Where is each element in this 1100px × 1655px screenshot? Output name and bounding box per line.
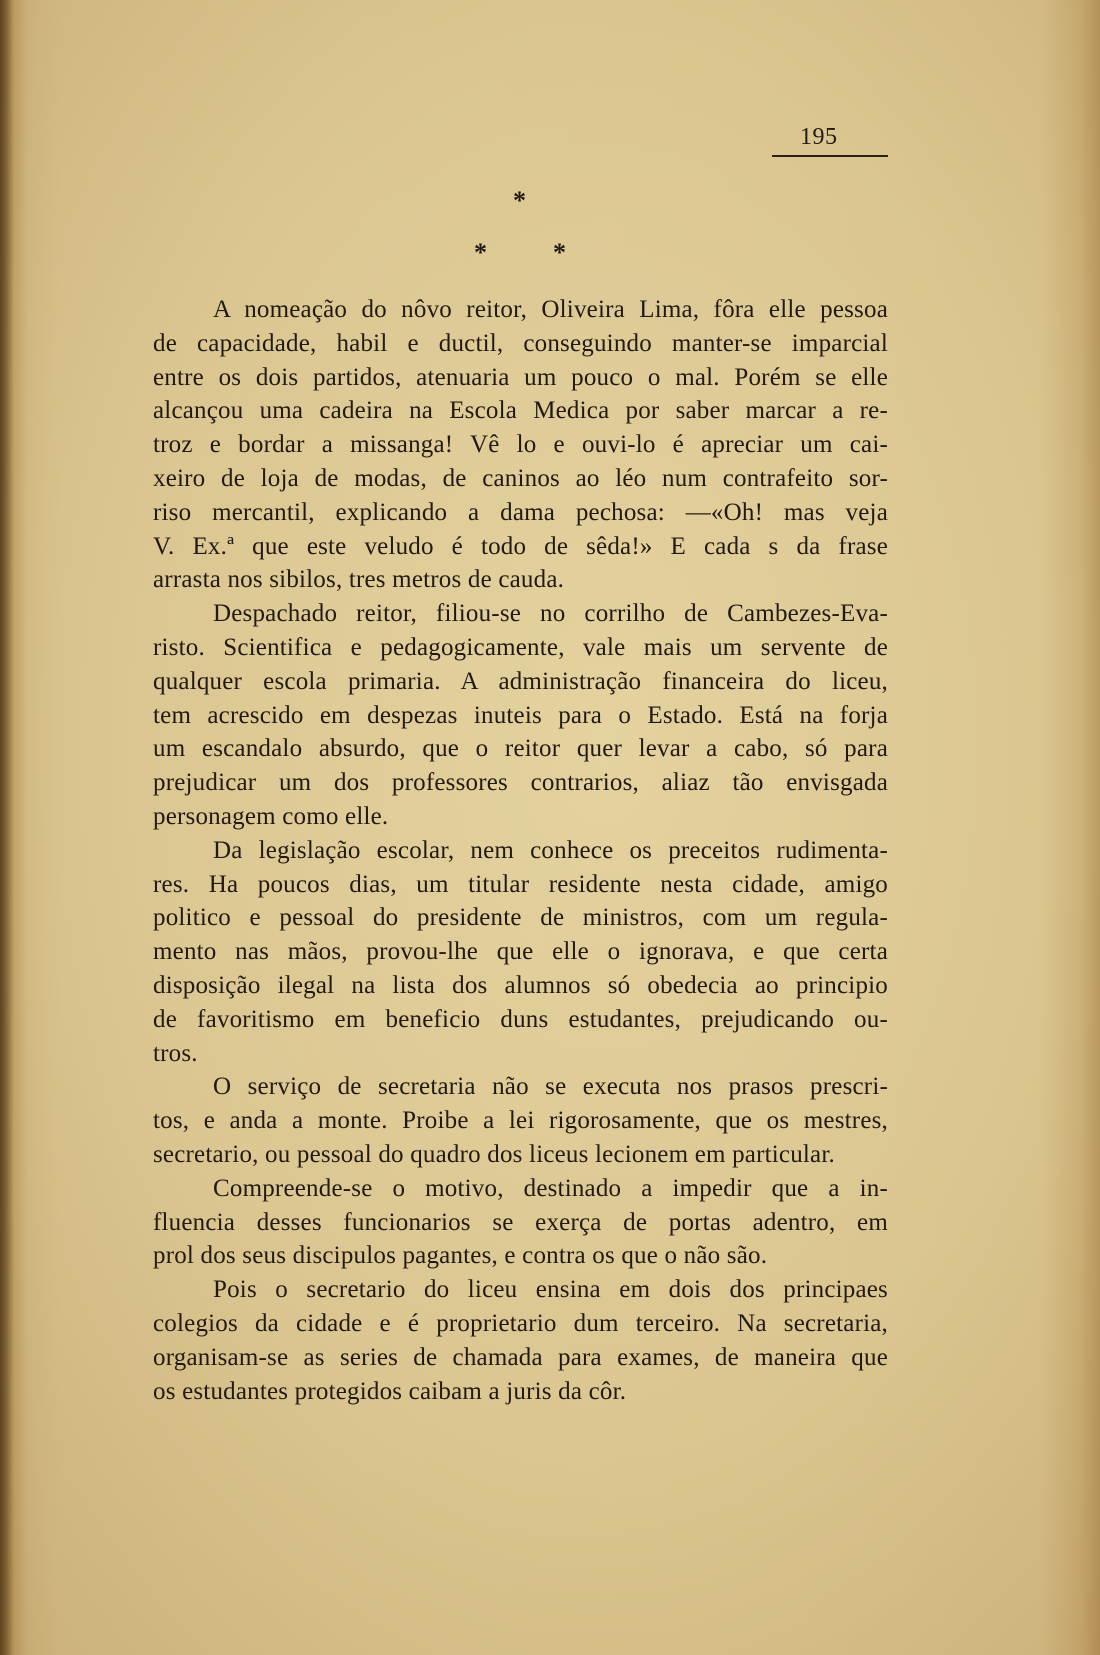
text-line: O serviço de secretaria não se executa nos prasos prescri- (213, 1073, 888, 1101)
page-number: 195 (800, 124, 838, 150)
text-line: tem acrescido em despezas inuteis para o Estado. Está na forja (153, 701, 888, 729)
text-line: Compreende-se o motivo, destinado a impedir que a in- (213, 1174, 888, 1202)
text-line: organisam-se as series de chamada para exames, de maneira que (153, 1343, 888, 1371)
text-line: entre os dois partidos, atenuaria um pouco o mal. Porém se elle (153, 363, 888, 391)
body-text (153, 293, 888, 1408)
paragraph (153, 1273, 888, 1408)
text-line: politico e pessoal do presidente de ministros, com um regula- (153, 904, 888, 932)
text-line: fluencia desses funcionarios se exerça de portas adentro, em (153, 1208, 888, 1236)
text-line: A nomeação do nôvo reitor, Oliveira Lima, fôra elle pessoa (213, 296, 888, 323)
asterism-star: * (513, 186, 526, 215)
text-line: risto. Scientifica e pedagogicamente, vale mais um servente de (153, 633, 888, 661)
asterism-star: * (474, 238, 487, 267)
text-line: um escandalo absurdo, que o reitor quer levar a cabo, só para (153, 735, 888, 763)
text-line: riso mercantil, explicando a dama pechosa: —«Oh! mas veja (153, 498, 888, 526)
text-line: troz e bordar a missanga! Vê lo e ouvi-lo é apreciar um cai- (153, 431, 888, 459)
text-line: V. Ex.ª que este veludo é todo de sêda!» E cada s da frase (153, 532, 888, 560)
paragraph (153, 293, 888, 597)
text-line: tros. (153, 1039, 198, 1067)
text-line: personagem como elle. (153, 802, 389, 830)
text-line: arrasta nos sibilos, tres metros de cauda. (153, 566, 565, 594)
paragraph (153, 834, 888, 1071)
text-line: de capacidade, habil e ductil, conseguindo manter-se imparcial (153, 329, 888, 357)
text-line: tos, e anda a monte. Proibe a lei rigorosamente, que os mestres, (153, 1107, 888, 1135)
text-line: prol dos seus discipulos pagantes, e contra os que o não são. (153, 1242, 768, 1270)
text-line: mento nas mãos, provou-lhe que elle o ignorava, e que certa (153, 938, 888, 966)
page-gutter-shadow (0, 0, 14, 1655)
text-line: Pois o secretario do liceu ensina em dois dos principaes (213, 1276, 888, 1304)
text-line: colegios da cidade e é proprietario dum terceiro. Na secretaria, (153, 1309, 888, 1337)
text-line: Da legislação escolar, nem conhece os preceitos rudimenta- (213, 836, 888, 864)
text-line: secretario, ou pessoal do quadro dos liceus lecionem em particular. (153, 1140, 835, 1168)
paragraph (153, 1070, 888, 1171)
text-line: qualquer escola primaria. A administração financeira do liceu, (153, 667, 888, 695)
paragraph (153, 597, 888, 834)
text-line: prejudicar um dos professores contrarios, aliaz tão envisgada (153, 769, 888, 797)
text-line: res. Ha poucos dias, um titular residente nesta cidade, amigo (153, 870, 888, 898)
text-line: xeiro de loja de modas, de caninos ao léo num contrafeito sor- (153, 464, 888, 492)
text-line: alcançou uma cadeira na Escola Medica por saber marcar a re- (153, 397, 888, 425)
text-line: Despachado reitor, filiou-se no corrilho de Cambezes-Eva- (213, 600, 888, 628)
text-line: de favoritismo em beneficio duns estudantes, prejudicando ou- (153, 1005, 888, 1033)
text-line: disposição ilegal na lista dos alumnos só obedecia ao principio (153, 971, 888, 999)
text-line: os estudantes protegidos caibam a juris da côr. (153, 1377, 627, 1405)
page-number-rule (772, 155, 888, 157)
asterism-star: * (553, 238, 566, 267)
paragraph (153, 1172, 888, 1273)
